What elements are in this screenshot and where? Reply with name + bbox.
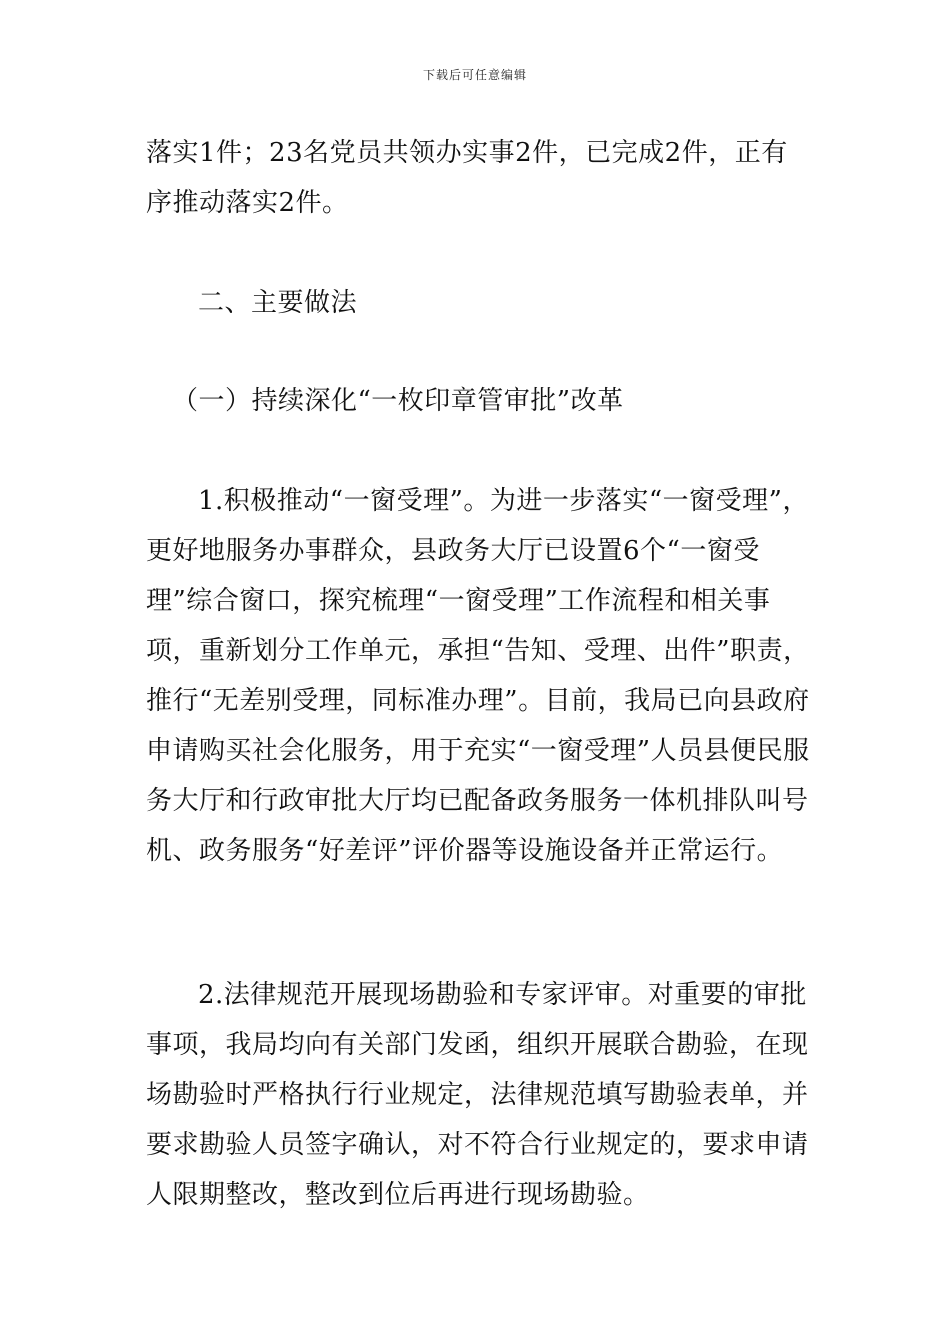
intro-paragraph [146,128,810,228]
subsection-heading [172,376,836,426]
item1-paragraph [146,476,810,876]
item2-paragraph-text: 2.法律规范开展现场勘验和专家评审。对重要的审批事项，我局均向有关部门发函，组织开展联合勘验，在现场勘验时严格执行行业规定，法律规范填写勘验表单，并要求勘验人员签字确认，对不符合行业规定的，要求申请人限期整改，整改到位后再进行现场勘验。 [146,980,809,1210]
item1-paragraph-text: 1.积极推动“一窗受理”。为进一步落实“一窗受理”，更好地服务办事群众，县政务大厅已设置6个“一窗受理”综合窗口，探究梳理“一窗受理”工作流程和相关事项，重新划分工作单元，承担“告知、受理、出件”职责，推行“无差别受理，同标准办理”。目前，我局已向县政府申请购买社会化服务，用于充实“一窗受理”人员县便民服务大厅和行政审批大厅均已配备政务服务一体机排队叫号机、政务服务“好差评”评价器等设施设备并正常运行。 [146,486,810,866]
subsection-heading-text: （一）持续深化“一枚印章管审批”改革 [172,386,624,416]
item2-paragraph [146,970,810,1220]
header-note: 下载后可任意编辑 [422,68,527,82]
section-heading-text: 二、主要做法 [198,288,358,318]
section-heading [146,278,810,328]
intro-paragraph-text: 落实1件；23名党员共领办实事2件，已完成2件，正有序推动落实2件。 [146,138,788,218]
